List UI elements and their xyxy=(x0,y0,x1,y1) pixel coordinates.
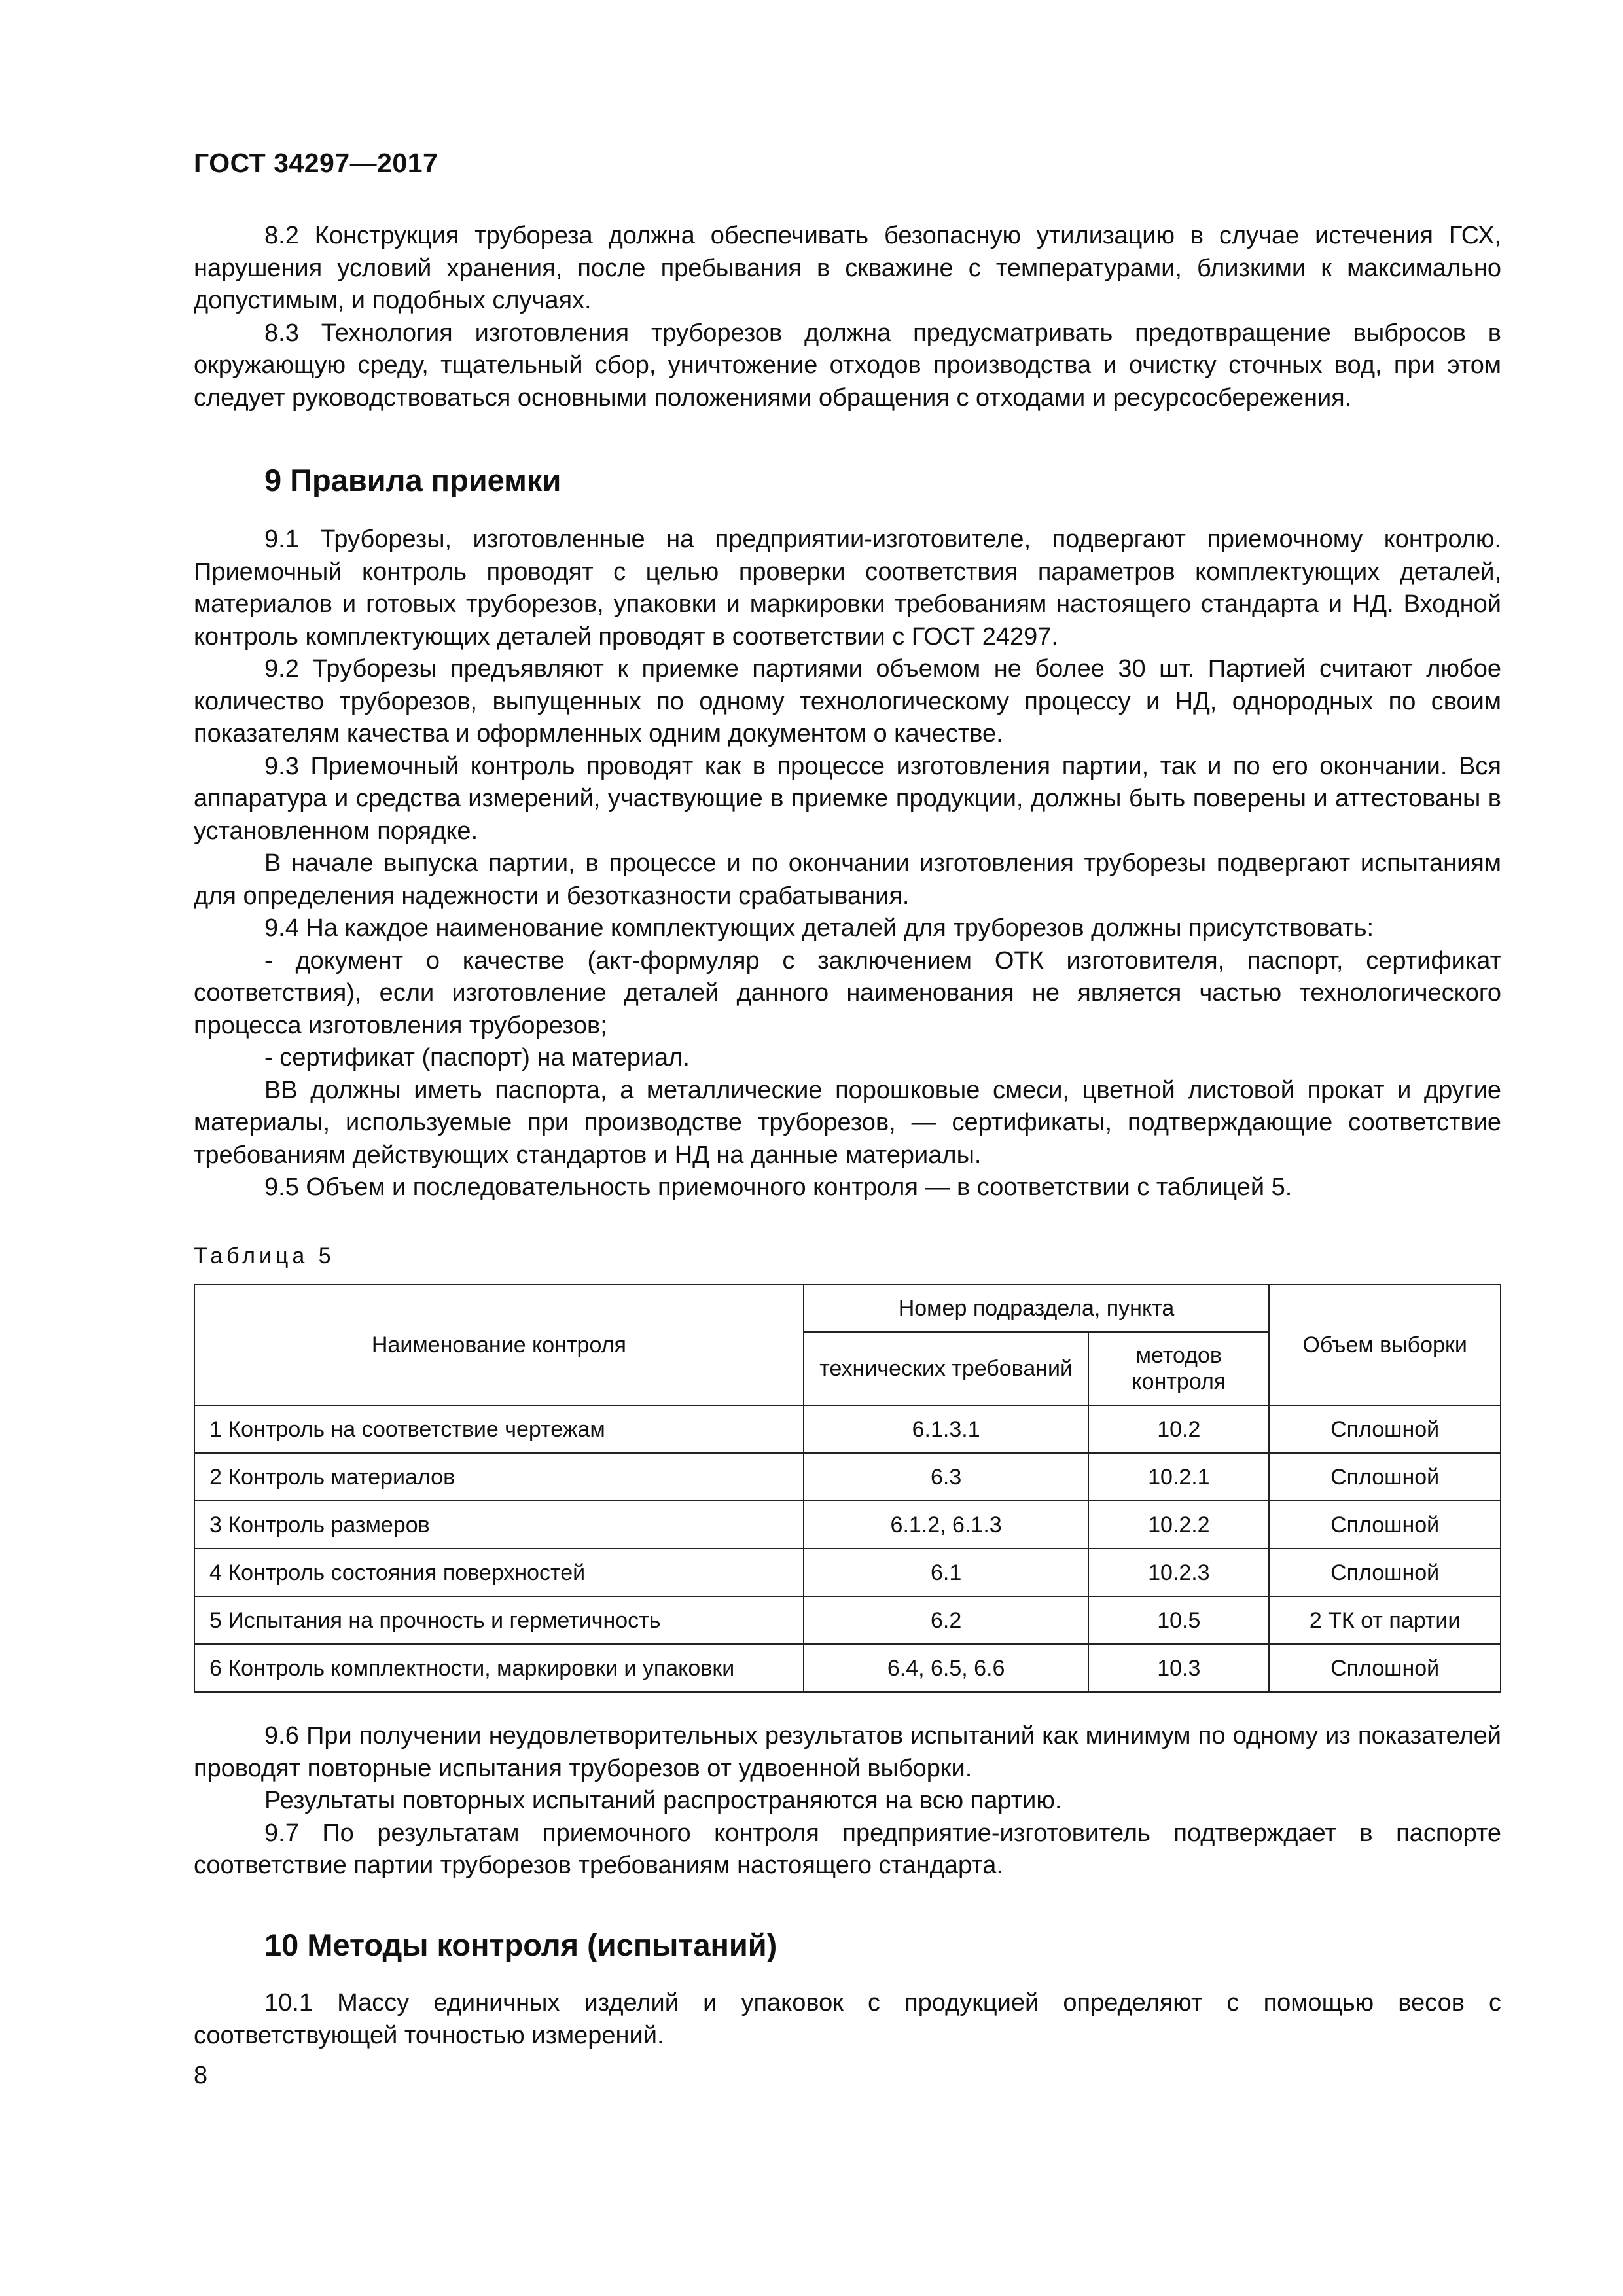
table-row xyxy=(194,1453,1501,1501)
paragraph-9-6: 9.6 При получении неудовлетворительных результатов испытаний как минимум по одному из показателей проводят повторные испытания труборезов от удвоенной выборки. xyxy=(194,1722,1501,1782)
table-row xyxy=(194,1596,1501,1644)
section-9-title: 9 Правила приемки xyxy=(264,463,562,497)
paragraph-8-3: 8.3 Технология изготовления труборезов должна предусматривать предотвращение выбросов в окружающую среду, тщательный сбор, уничтожение отходов производства и очистку сточных вод, при этом следует руководствоваться основными положениями обращения с отходами и ресурсосбережения. xyxy=(194,319,1501,412)
table-caption: Таблица 5 xyxy=(194,1244,335,1268)
header-group: Номер подраздела, пункта xyxy=(804,1285,1269,1332)
paragraph-9-4-b: ВВ должны иметь паспорта, а металлические порошковые смеси, цветной листовой прокат и другие материалы, используемые при производстве труборезов, — сертификаты, подтверждающие соответствие требованиям действующих стандартов и НД на данные материалы. xyxy=(194,1076,1501,1169)
paragraph-9-6-b: Результаты повторных испытаний распространяются на всю партию. xyxy=(264,1787,1062,1814)
list-item: - сертификат (паспорт) на материал. xyxy=(264,1044,690,1071)
section-10-title: 10 Методы контроля (испытаний) xyxy=(264,1928,777,1962)
cell-name: 6 Контроль комплектности, маркировки и упаковки xyxy=(194,1644,804,1692)
cell-tech: 6.1.2, 6.1.3 xyxy=(804,1501,1089,1549)
cell-methods: 10.5 xyxy=(1088,1596,1269,1644)
cell-methods: 10.2 xyxy=(1088,1405,1269,1453)
cell-volume: Сплошной xyxy=(1269,1549,1501,1596)
paragraph-9-7: 9.7 По результатам приемочного контроля предприятие-изготовитель подтверждает в паспорте соответствие партии труборезов требованиям настоящего стандарта. xyxy=(194,1819,1501,1879)
table-row xyxy=(194,1405,1501,1453)
cell-volume: 2 ТК от партии xyxy=(1269,1596,1501,1644)
table-row xyxy=(194,1644,1501,1692)
table-row xyxy=(194,1501,1501,1549)
header-methods: методов контроля xyxy=(1088,1332,1269,1405)
header-tech: технических требований xyxy=(804,1332,1089,1405)
header-volume: Объем выборки xyxy=(1269,1285,1501,1405)
cell-name: 4 Контроль состояния поверхностей xyxy=(194,1549,804,1596)
header-name: Наименование контроля xyxy=(194,1285,804,1405)
cell-name: 1 Контроль на соответствие чертежам xyxy=(194,1405,804,1453)
cell-volume: Сплошной xyxy=(1269,1644,1501,1692)
table-row xyxy=(194,1549,1501,1596)
cell-name: 5 Испытания на прочность и герметичность xyxy=(194,1596,804,1644)
text-block-section9 xyxy=(194,524,1501,1204)
cell-methods: 10.2.2 xyxy=(1088,1501,1269,1549)
cell-tech: 6.4, 6.5, 6.6 xyxy=(804,1644,1089,1692)
cell-name: 2 Контроль материалов xyxy=(194,1453,804,1501)
cell-volume: Сплошной xyxy=(1269,1453,1501,1501)
cell-tech: 6.3 xyxy=(804,1453,1089,1501)
cell-methods: 10.3 xyxy=(1088,1644,1269,1692)
cell-methods: 10.2.3 xyxy=(1088,1549,1269,1596)
paragraph-9-3: 9.3 Приемочный контроль проводят как в процессе изготовления партии, так и по его окончании. Вся аппаратура и средства измерений, участвующие в приемке продукции, должны быть поверены и аттестованы в установленном порядке. xyxy=(194,752,1501,845)
standard-id-header: ГОСТ 34297—2017 xyxy=(194,148,438,178)
table-5 xyxy=(194,1284,1501,1693)
paragraph-9-2: 9.2 Труборезы предъявляют к приемке партиями объемом не более 30 шт. Партией считают любое количество труборезов, выпущенных по одному технологическому процессу и НД, однородных по своим показателям качества и оформленных одним документом о качестве. xyxy=(194,655,1501,747)
cell-tech: 6.1 xyxy=(804,1549,1089,1596)
page-number: 8 xyxy=(194,2062,208,2089)
text-block-section9-end xyxy=(194,1720,1501,1882)
cell-methods: 10.2.1 xyxy=(1088,1453,1269,1501)
paragraph-9-3-b: В начале выпуска партии, в процессе и по окончании изготовления труборезы подвергают испытаниям для определения надежности и безотказности срабатывания. xyxy=(194,850,1501,910)
paragraph-10-1: 10.1 Массу единичных изделий и упаковок с продукцией определяют с помощью весов с соответствующей точностью измерений. xyxy=(194,1989,1501,2049)
cell-tech: 6.2 xyxy=(804,1596,1089,1644)
paragraph-9-4: 9.4 На каждое наименование комплектующих деталей для труборезов должны присутствовать: xyxy=(264,914,1374,942)
cell-name: 3 Контроль размеров xyxy=(194,1501,804,1549)
paragraph-9-1: 9.1 Труборезы, изготовленные на предприятии-изготовителе, подвергают приемочному контролю. Приемочный контроль проводят с целью проверки соответствия параметров комплектующих деталей, материалов и готовых труборезов, упаковки и маркировки требованиям настоящего стандарта и НД. Входной контроль комплектующих деталей проводят в соответствии с ГОСТ 24297. xyxy=(194,526,1501,651)
paragraph-8-2: 8.2 Конструкция трубореза должна обеспечивать безопасную утилизацию в случае истечения ГСХ, нарушения условий хранения, после пребывания в скважине с температурами, близкими к максимально допустимым, и подобных случаях. xyxy=(194,222,1501,314)
cell-volume: Сплошной xyxy=(1269,1405,1501,1453)
cell-volume: Сплошной xyxy=(1269,1501,1501,1549)
text-block-section8 xyxy=(194,220,1501,414)
paragraph-9-5: 9.5 Объем и последовательность приемочного контроля — в соответствии с таблицей 5. xyxy=(264,1174,1293,1201)
text-block-section10 xyxy=(194,1987,1501,2052)
cell-tech: 6.1.3.1 xyxy=(804,1405,1089,1453)
list-item: - документ о качестве (акт-формуляр с заключением ОТК изготовителя, паспорт, сертификат соответствия), если изготовление деталей данного наименования не является частью технологического процесса изготовления труборезов; xyxy=(194,946,1501,1039)
